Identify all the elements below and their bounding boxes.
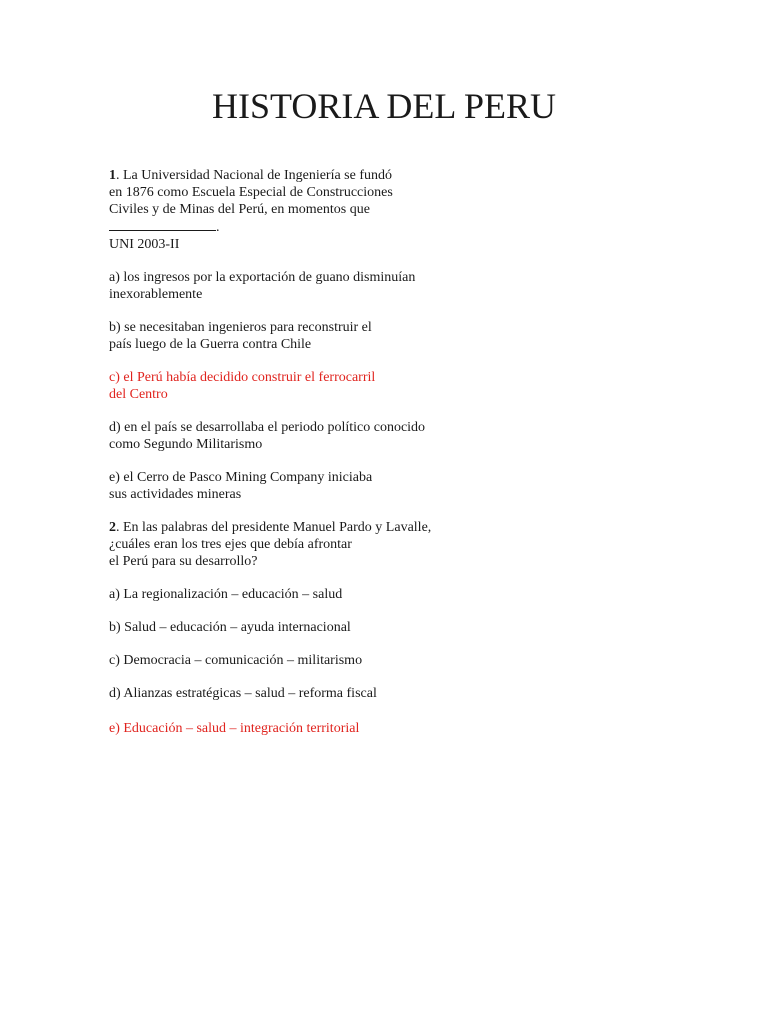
question-1-source: UNI 2003-II <box>109 237 180 252</box>
question-1-option-c-correct <box>109 369 709 403</box>
question-1-line-1 <box>109 167 709 184</box>
question-1 <box>109 167 709 253</box>
question-2-text-2: ¿cuáles eran los tres ejes que debía afrontar <box>109 537 352 552</box>
question-1-text-1: . La Universidad Nacional de Ingeniería se fundó <box>116 168 393 183</box>
option-line: b) se necesitaban ingenieros para reconstruir el <box>109 320 372 335</box>
question-2-option-c: c) Democracia – comunicación – militarismo <box>109 653 363 668</box>
option-line: e) el Cerro de Pasco Mining Company iniciaba <box>109 470 373 485</box>
question-1-blank-line <box>109 218 709 236</box>
question-2-number: 2 <box>109 520 116 535</box>
question-2-text-3: el Perú para su desarrollo? <box>109 554 258 569</box>
option-line: c) el Perú había decidido construir el ferrocarril <box>109 370 376 385</box>
question-1-option-e <box>109 469 709 503</box>
question-list <box>109 167 709 737</box>
option-line: a) los ingresos por la exportación de guano disminuían <box>109 270 416 285</box>
option-line: del Centro <box>109 387 168 402</box>
question-1-number: 1 <box>109 168 116 183</box>
question-1-text-2: en 1876 como Escuela Especial de Construcciones <box>109 185 393 200</box>
question-1-option-d <box>109 419 709 453</box>
question-2-option-d: d) Alianzas estratégicas – salud – reforma fiscal <box>109 686 377 701</box>
question-2 <box>109 519 709 570</box>
question-1-option-b <box>109 319 709 353</box>
page-title: HISTORIA DEL PERU <box>211 86 557 126</box>
blank-suffix: . <box>216 220 220 235</box>
question-1-text-3: Civiles y de Minas del Perú, en momentos que <box>109 202 370 217</box>
option-line: país luego de la Guerra contra Chile <box>109 337 312 352</box>
option-line: sus actividades mineras <box>109 487 242 502</box>
answer-blank <box>109 218 216 231</box>
option-line: d) en el país se desarrollaba el periodo político conocido <box>109 420 426 435</box>
question-2-option-a: a) La regionalización – educación – salud <box>109 587 343 602</box>
question-2-line-1 <box>109 519 709 536</box>
question-2-text-1: . En las palabras del presidente Manuel Pardo y Lavalle, <box>116 520 432 535</box>
option-line: como Segundo Militarismo <box>109 437 263 452</box>
question-1-option-a <box>109 269 709 303</box>
question-2-option-b: b) Salud – educación – ayuda internacional <box>109 620 351 635</box>
question-2-option-e-correct: e) Educación – salud – integración territorial <box>109 721 360 736</box>
option-line: inexorablemente <box>109 287 203 302</box>
